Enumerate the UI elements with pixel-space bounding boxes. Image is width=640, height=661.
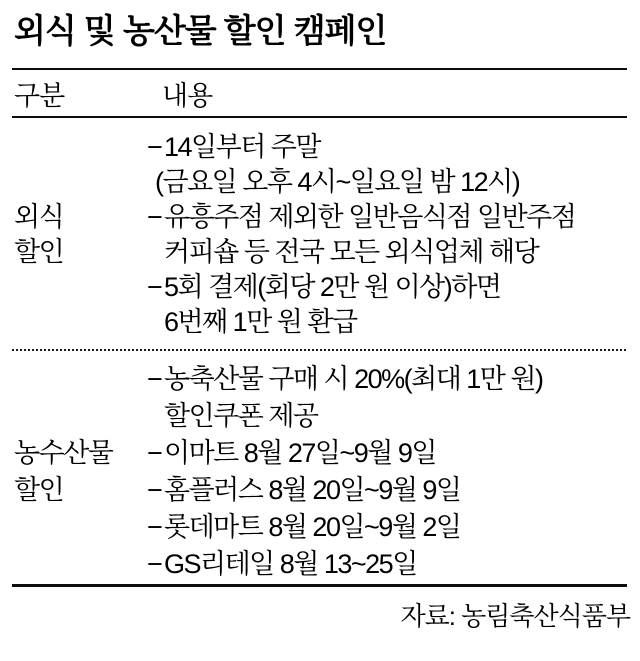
row-label-agri [12, 361, 147, 583]
table-header-row [12, 70, 627, 116]
campaign-table [12, 68, 627, 587]
dash-bullet: − [147, 438, 162, 468]
content-line [147, 130, 627, 165]
content-line-text: 이마트 8월 27일~9월 9일 [164, 438, 436, 468]
content-line [147, 235, 627, 270]
row-label-line: 외식 [14, 202, 64, 232]
content-line-text: 14일부터 주말 [164, 132, 320, 162]
row-content-agri [147, 361, 627, 583]
content-line [147, 305, 627, 340]
content-line-text: 5회 결제(회당 2만 원 이상)하면 [164, 272, 501, 302]
content-line-text: GS리테일 8월 13~25일 [164, 549, 417, 579]
header-content: 내용 [162, 80, 213, 111]
content-line-text: 할인쿠폰 제공 [164, 401, 318, 431]
dash-bullet: − [147, 475, 162, 505]
content-line-text: 커피숍 등 전국 모든 외식업체 해당 [164, 237, 539, 267]
content-line-text: (금요일 오후 4시~일요일 밤 12시) [155, 167, 520, 197]
table-row-dining-discount [12, 118, 627, 349]
content-line [147, 200, 627, 235]
dash-bullet: − [147, 512, 162, 542]
dash-bullet [147, 305, 164, 340]
dash-bullet [138, 165, 155, 200]
dash-bullet [147, 235, 164, 270]
content-line [147, 509, 627, 546]
content-line [138, 165, 627, 200]
content-line-text: 유흥주점 제외한 일반음식점 일반주점 [164, 202, 576, 232]
table-row-agri-discount [12, 351, 627, 584]
content-line [147, 270, 627, 305]
dash-bullet: − [147, 272, 162, 302]
content-line [147, 435, 627, 472]
content-line [147, 472, 627, 509]
dash-bullet: − [147, 132, 162, 162]
dash-bullet: − [147, 364, 162, 394]
dash-bullet: − [147, 549, 162, 579]
content-line [147, 546, 627, 583]
divider-bottom [12, 584, 627, 587]
source-credit: 자료: 농림축산식품부 [400, 601, 630, 631]
header-category: 구분 [14, 80, 65, 111]
content-line-text: 6번째 1만 원 환급 [164, 307, 357, 337]
row-label-line: 할인 [14, 237, 64, 267]
dash-bullet [147, 398, 164, 435]
row-label-dining [12, 130, 147, 340]
row-content-dining [147, 130, 627, 340]
content-line-text: 홈플러스 8월 20일~9월 9일 [164, 475, 461, 505]
content-line-text: 롯데마트 8월 20일~9월 2일 [164, 512, 461, 542]
dash-bullet: − [147, 202, 162, 232]
row-label-line: 농수산물 [14, 438, 113, 468]
row-label-line: 할인 [14, 475, 64, 505]
content-line [147, 361, 627, 398]
content-line [147, 398, 627, 435]
page-title: 외식 및 농산물 할인 캠페인 [14, 12, 387, 49]
content-line-text: 농축산물 구매 시 20%(최대 1만 원) [164, 364, 543, 394]
